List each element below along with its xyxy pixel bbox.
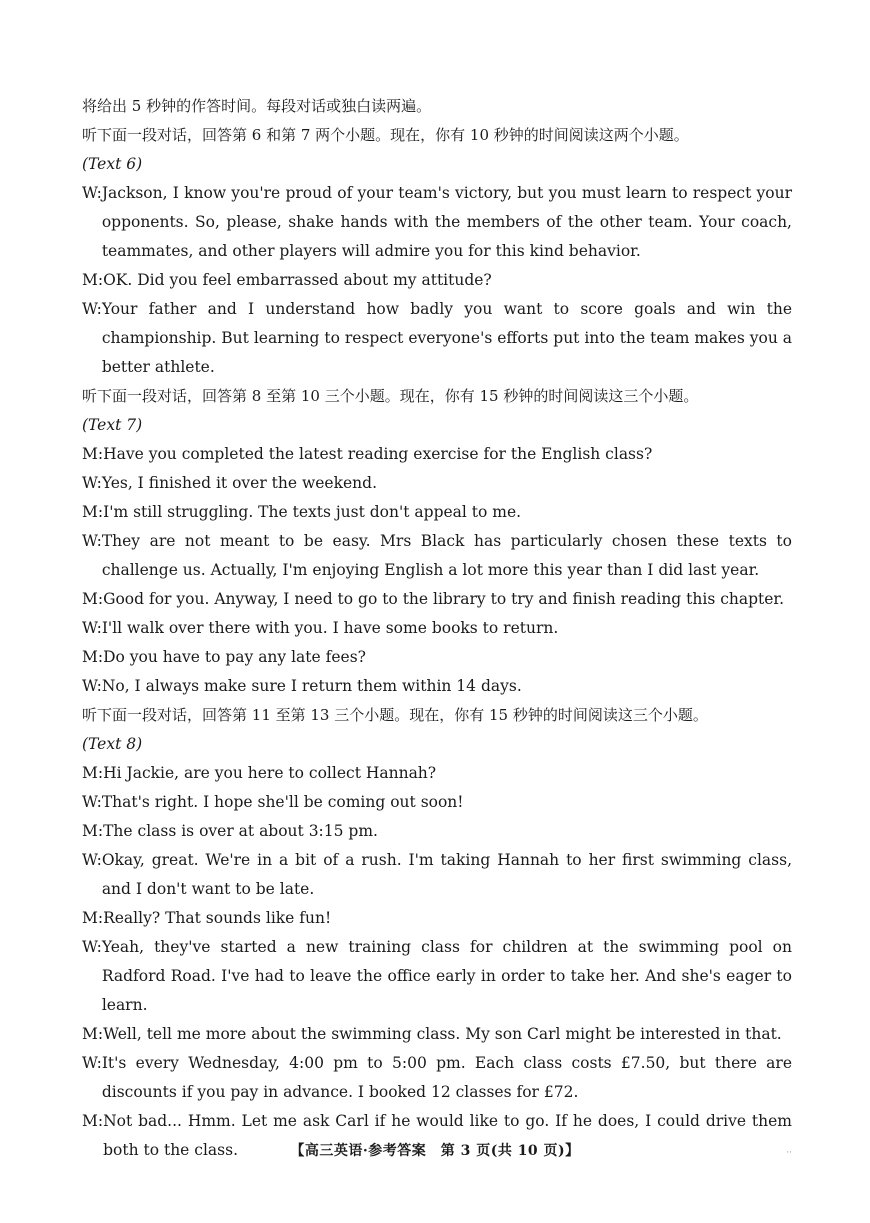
dialogue-turn: [82, 672, 792, 701]
speaker-label: W:: [82, 300, 102, 318]
utterance-text: I'll walk over there with you. I have some books to return.: [101, 619, 559, 637]
utterance-text: Not bad... Hmm. Let me ask Carl if he would like to go. If he does, I could drive them both to the class.: [103, 1112, 792, 1159]
dialogue-turn: [82, 759, 792, 788]
speaker-label: M:: [82, 445, 104, 463]
instruction-line: 听下面一段对话，回答第 8 至第 10 三个小题。现在，你有 15 秒钟的时间阅读这三个小题。: [82, 387, 699, 405]
utterance-text: Well, tell me more about the swimming class. My son Carl might be interested in that.: [103, 1025, 782, 1043]
dialogue-turn: [82, 1020, 792, 1049]
dialogue-turn: [82, 788, 792, 817]
speaker-label: M:: [82, 590, 104, 608]
dialogue-turn: [82, 179, 792, 266]
utterance-text: Okay, great. We're in a bit of a rush. I'm taking Hannah to her first swimming class, and I don't want to be late.: [101, 851, 792, 898]
speaker-label: M:: [82, 764, 104, 782]
speaker-label: M:: [82, 1112, 104, 1130]
speaker-label: M:: [82, 271, 104, 289]
utterance-text: It's every Wednesday, 4:00 pm to 5:00 pm. Each class costs £7.50, but there are discounts if you pay in advance. I booked 12 classes for £72.: [101, 1054, 792, 1101]
dialogue-turn: [82, 614, 792, 643]
dialogue-turn: [82, 266, 792, 295]
speaker-label: W:: [82, 938, 102, 956]
document-body: [82, 92, 792, 1165]
dialogue-turn: [82, 904, 792, 933]
utterance-text: Have you completed the latest reading exercise for the English class?: [103, 445, 653, 463]
speaker-label: W:: [82, 793, 102, 811]
dialogue-turn: [82, 469, 792, 498]
utterance-text: Your father and I understand how badly you want to score goals and win the championship. But learning to respect everyone's efforts put into the team makes you a better athlete.: [101, 300, 792, 376]
utterance-text: I'm still struggling. The texts just don't appeal to me.: [103, 503, 522, 521]
speaker-label: W:: [82, 677, 102, 695]
utterance-text: Really? That sounds like fun!: [103, 909, 332, 927]
utterance-text: Hi Jackie, are you here to collect Hannah?: [103, 764, 437, 782]
dialogue-turn: [82, 498, 792, 527]
speaker-label: W:: [82, 619, 102, 637]
text-label: (Text 8): [82, 735, 143, 753]
text-label: (Text 6): [82, 155, 143, 173]
corner-mark: ··: [786, 1148, 792, 1158]
speaker-label: W:: [82, 184, 102, 202]
utterance-text: Good for you. Anyway, I need to go to the library to try and finish reading this chapter.: [103, 590, 785, 608]
utterance-text: OK. Did you feel embarrassed about my attitude?: [103, 271, 492, 289]
speaker-label: W:: [82, 474, 102, 492]
utterance-text: They are not meant to be easy. Mrs Black has particularly chosen these texts to challenge us. Actually, I'm enjoying English a lot more this year than I did last year.: [101, 532, 792, 579]
utterance-text: Yeah, they've started a new training class for children at the swimming pool on Radford Road. I've had to leave the office early in order to take her. And she's eager to learn.: [101, 938, 792, 1014]
dialogue-turn: [82, 643, 792, 672]
utterance-text: No, I always make sure I return them within 14 days.: [101, 677, 522, 695]
speaker-label: M:: [82, 909, 104, 927]
speaker-label: W:: [82, 1054, 102, 1072]
instruction-line: 听下面一段对话，回答第 6 和第 7 两个小题。现在，你有 10 秒钟的时间阅读这两个小题。: [82, 126, 689, 144]
utterance-text: The class is over at about 3:15 pm.: [103, 822, 378, 840]
dialogue-turn: [82, 846, 792, 904]
dialogue-turn: [82, 585, 792, 614]
utterance-text: Jackson, I know you're proud of your team's victory, but you must learn to respect your opponents. So, please, shake hands with the members of the other team. Your coach, teammates, and other players will admire you for this kind behavior.: [101, 184, 792, 260]
dialogue-turn: [82, 440, 792, 469]
utterance-text: Yes, I finished it over the weekend.: [101, 474, 377, 492]
speaker-label: M:: [82, 648, 104, 666]
dialogue-turn: [82, 527, 792, 585]
utterance-text: Do you have to pay any late fees?: [103, 648, 366, 666]
text-label: (Text 7): [82, 416, 143, 434]
instruction-line: 听下面一段对话，回答第 11 至第 13 三个小题。现在，你有 15 秒钟的时间阅读这三个小题。: [82, 706, 708, 724]
speaker-label: M:: [82, 1025, 104, 1043]
speaker-label: M:: [82, 503, 104, 521]
page-footer: 【高三英语·参考答案 第 3 页(共 10 页)】: [290, 1143, 580, 1159]
dialogue-turn: [82, 1049, 792, 1107]
speaker-label: M:: [82, 822, 104, 840]
dialogue-turn: [82, 295, 792, 382]
speaker-label: W:: [82, 851, 102, 869]
dialogue-turn: [82, 933, 792, 1020]
dialogue-turn: [82, 817, 792, 846]
utterance-text: That's right. I hope she'll be coming out soon!: [101, 793, 464, 811]
speaker-label: W:: [82, 532, 102, 550]
instruction-line: 将给出 5 秒钟的作答时间。每段对话或独白读两遍。: [82, 97, 432, 115]
